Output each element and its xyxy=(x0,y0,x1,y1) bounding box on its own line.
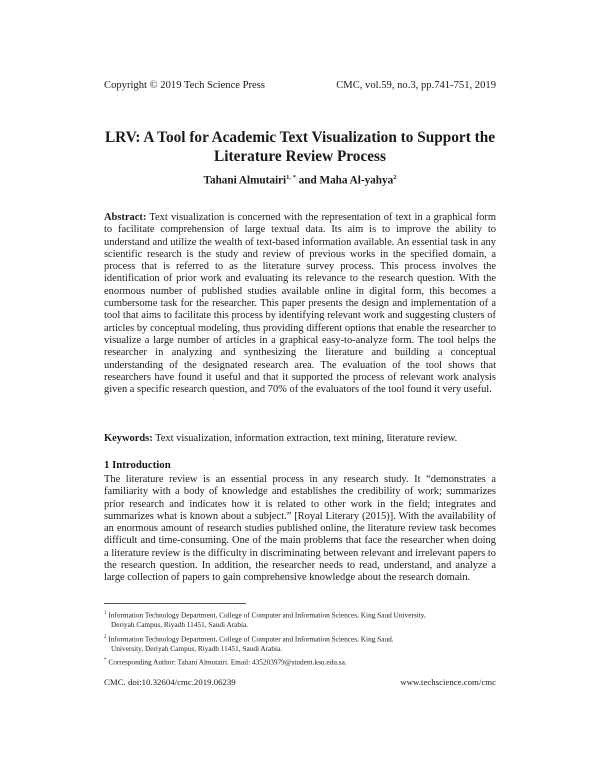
footnote-text-continued: Deriyah Campus, Riyadh 11451, Saudi Arabia. xyxy=(111,620,249,630)
footnote-text: Information Technology Department, College of Computer and Information Sciences, King Saud University, xyxy=(108,610,426,620)
footnote-mark: 2 xyxy=(104,634,107,640)
keywords-text: Text visualization, information extraction, text mining, literature review. xyxy=(155,433,458,444)
copyright-notice: Copyright © 2019 Tech Science Press xyxy=(104,80,265,91)
footnote-separator xyxy=(104,603,246,604)
author-conjunction: and xyxy=(295,174,320,187)
author-2-affiliation-mark: 2 xyxy=(393,174,397,181)
title-line-1: LRV: A Tool for Academic Text Visualization to Support the xyxy=(104,129,496,146)
footnote-1 xyxy=(104,609,496,630)
footnotes xyxy=(104,609,496,670)
doi-text: CMC. doi:10.32604/cmc.2019.06239 xyxy=(104,677,236,687)
abstract xyxy=(104,212,496,396)
journal-citation: CMC, vol.59, no.3, pp.741-751, 2019 xyxy=(336,80,496,91)
introduction-paragraph: The literature review is an essential process in any research study. It “demonstrates a familiarity with a body of knowledge and establishes the credibility of work; summarizes prior research and indicates how it is related to other work in the field; integrates and summarizes what is known about a subject.” [Royal Literary (2015)]. With the availability of an enormous amount of research studies published online, the literature review task becomes difficult and time-consuming. One of the main problems that face the researcher when doing a literature review is the difficulty in discriminating between relevant and irrelevant papers to the research question. In addition, the researcher needs to read, understand, and analyze a large collection of papers to gain comprehensive knowledge about the research domain. xyxy=(104,474,496,584)
footnote-2 xyxy=(104,633,496,654)
footnote-text: Information Technology Department, College of Computer and Information Sciences, King Saud. xyxy=(108,634,394,644)
author-2-name: Maha Al-yahya xyxy=(319,174,394,187)
footnote-mark: * xyxy=(104,658,107,664)
footnote-text-continued: University, Deriyah Campus, Riyadh 11451, Saudi Arabia. xyxy=(111,643,283,653)
section-heading-introduction: 1 Introduction xyxy=(104,459,171,471)
journal-url: www.techscience.com/cmc xyxy=(400,677,496,687)
footnote-corresponding-author xyxy=(104,656,496,667)
keywords-label: Keywords: xyxy=(104,433,153,444)
abstract-text: Text visualization is concerned with the representation of text in a graphical form to facilitate comprehension of large textual data. Its aim is to improve the ability to understand and utilize the wealth of text-based information available. An essential task in any scientific research is the study and review of previous works in the specified domain, a process that is referred to as the literature survey process. This process involves the identification of prior work and evaluating its relevance to the research question. With the enormous number of published studies available online in digital form, this becomes a cumbersome task for the researcher. This paper presents the design and implementation of a tool that aims to facilitate this process by identifying relevant work and suggesting clusters of articles by conceptual modeling, thus providing different options that enable the researcher to visualize a large number of articles in a graphical easy-to-analyze form. The tool helps the researcher in analyzing and synthesizing the literature and building a conceptual understanding of the designated research area. The evaluation of the tool shows that researchers have found it useful and that it supported the process of relevant work analysis given a specific research question, and 70% of the evaluators of the tool found it very useful. xyxy=(104,212,496,396)
author-1-affiliation-mark: 1, * xyxy=(286,174,296,181)
abstract-label: Abstract: xyxy=(104,212,147,223)
paper-title xyxy=(104,128,496,166)
author-1-name: Tahani Almutairi xyxy=(203,174,287,187)
footnote-mark: 1 xyxy=(104,611,107,616)
author-list xyxy=(104,174,496,187)
keywords xyxy=(104,433,496,445)
footnote-text: Corresponding Author: Tahani Almutairi. Email: 435203979@student.ksu.edu.sa. xyxy=(108,657,347,667)
title-line-2: Literature Review Process xyxy=(214,148,386,165)
